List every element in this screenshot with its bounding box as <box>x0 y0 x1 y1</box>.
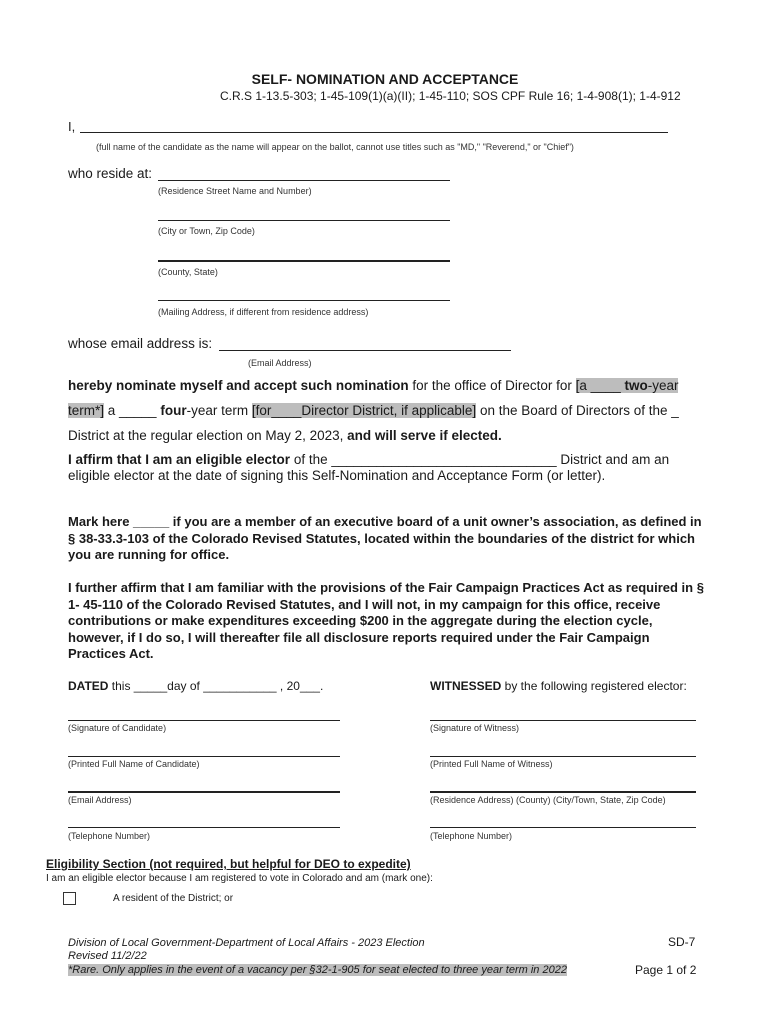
street-hint: (Residence Street Name and Number) <box>158 186 312 196</box>
footer-note: *Rare. Only applies in the event of a vacancy per §32-1-905 for seat elected to three year term in 2022 <box>68 964 567 976</box>
page-title: SELF- NOMINATION AND ACCEPTANCE <box>251 71 519 87</box>
eligibility-heading: Eligibility Section (not required, but helpful for DEO to expedite) <box>46 857 411 871</box>
witness-printed-name-field[interactable] <box>430 756 696 757</box>
witnessed-line: WITNESSED by the following registered elector: <box>430 679 687 693</box>
witness-printed-name-label: (Printed Full Name of Witness) <box>430 759 553 769</box>
witness-address-field[interactable] <box>430 791 696 793</box>
candidate-printed-name-field[interactable] <box>68 756 340 757</box>
email-field[interactable] <box>219 350 511 351</box>
affirm-line-1: I affirm that I am an eligible elector of the ______________________________ District and am an <box>68 452 670 467</box>
email-prefix: whose email address is: <box>68 336 213 351</box>
two-year-option: [a ____ two-year <box>575 378 679 393</box>
candidate-signature-field[interactable] <box>68 720 340 721</box>
nomination-line-1: hereby nominate myself and accept such nomination for the office of Director for [a ____ two-year <box>68 378 679 393</box>
candidate-phone-field[interactable] <box>68 827 340 828</box>
witness-signature-label: (Signature of Witness) <box>430 723 520 733</box>
candidate-email-label: (Email Address) <box>68 795 132 805</box>
mailing-field[interactable] <box>158 300 450 301</box>
name-hint: (full name of the candidate as the name will appear on the ballot, cannot use titles such as "MD," "Reverend," or "Chief") <box>96 142 574 152</box>
witness-address-label: (Residence Address) (County) (City/Town, State, Zip Code) <box>430 795 666 805</box>
statute-citation: C.R.S 1-13.5-303; 1-45-109(1)(a)(II); 1-45-110; SOS CPF Rule 16; 1-4-908(1); 1-4-912 <box>220 89 681 103</box>
footer-revised: Revised 11/2/22 <box>68 950 147 962</box>
name-prefix: I, <box>68 119 76 134</box>
email-hint: (Email Address) <box>248 358 312 368</box>
resident-checkbox[interactable] <box>63 892 76 905</box>
candidate-name-field[interactable] <box>80 132 668 133</box>
county-field[interactable] <box>158 260 450 262</box>
resident-option-label: A resident of the District; or <box>113 893 234 904</box>
hoa-board-paragraph: Mark here _____ if you are a member of an executive board of a unit owner’s association, as defined in § 38-33.3-103 of the Colorado Revised Statutes, located within the boundaries of the district for which you are running for office. <box>68 514 702 562</box>
city-field[interactable] <box>158 220 450 221</box>
candidate-printed-name-label: (Printed Full Name of Candidate) <box>68 759 200 769</box>
witness-phone-field[interactable] <box>430 827 696 828</box>
city-hint: (City or Town, Zip Code) <box>158 226 255 236</box>
footer-division: Division of Local Government-Department of Local Affairs - 2023 Election <box>68 937 425 949</box>
affirm-line-2: eligible elector at the date of signing this Self-Nomination and Acceptance Form (or letter). <box>68 468 606 483</box>
candidate-phone-label: (Telephone Number) <box>68 831 151 841</box>
county-hint: (County, State) <box>158 267 218 277</box>
witness-signature-field[interactable] <box>430 720 696 721</box>
nomination-line-2: term*] a _____ four-year term [for____Director District, if applicable] on the Board of Directors of the _ <box>68 403 679 418</box>
dated-line: DATED this _____day of ___________ , 20___. <box>68 679 324 693</box>
fcpa-paragraph: I further affirm that I am familiar with the provisions of the Fair Campaign Practices Act as required in § 1- 45-110 of the Colorado Revised Statutes, and I will not, in my campaign for this office, receive contributions or make expenditures exceeding $200 in the aggregate during the election cycle, however, if I do so, I will thereafter file all disclosure reports required under the Fair Campaign Practices Act. <box>68 580 704 661</box>
form-id: SD-7 <box>668 935 696 949</box>
district-bracket: [for____Director District, if applicable] <box>251 403 477 418</box>
term-bracket: term*] <box>68 403 105 418</box>
candidate-signature-label: (Signature of Candidate) <box>68 723 167 733</box>
witness-phone-label: (Telephone Number) <box>430 831 513 841</box>
mailing-hint: (Mailing Address, if different from residence address) <box>158 307 369 317</box>
eligibility-subtext: I am an eligible elector because I am registered to vote in Colorado and am (mark one): <box>46 873 433 884</box>
page-number: Page 1 of 2 <box>635 963 697 977</box>
candidate-email-field[interactable] <box>68 791 340 793</box>
residence-prefix: who reside at: <box>68 166 153 181</box>
nomination-line-3: District at the regular election on May 2, 2023, and will serve if elected. <box>68 428 502 443</box>
street-field[interactable] <box>158 180 450 181</box>
